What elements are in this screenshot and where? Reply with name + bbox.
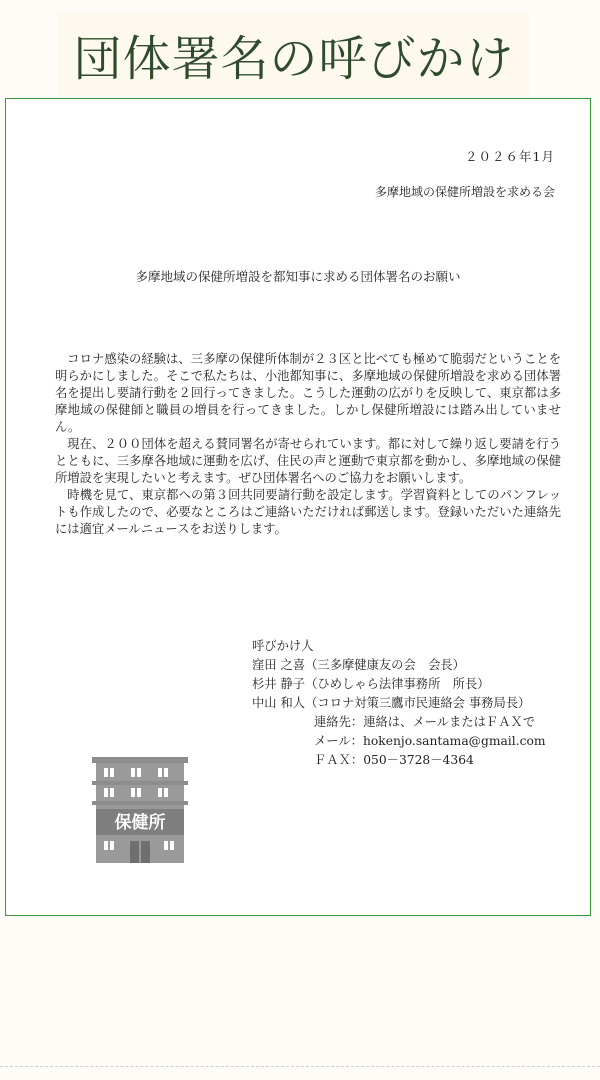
health-center-building-icon — [90, 755, 190, 868]
signers-heading: 呼びかけ人 — [252, 639, 314, 653]
footer-divider — [0, 1066, 600, 1067]
document-subject: 多摩地域の保健所増設を都知事に求める団体署名のお願い — [135, 269, 461, 284]
body-paragraph: 時機を見て、東京都への第３回共同要請行動を設定します。学習資料としてのパンフレットも作成したので、必要なところはご連絡いただければ郵送します。登録いただいた連絡先には適宜メールニュースをお送りします。 — [55, 488, 561, 536]
page-title: 団体署名の呼びかけ — [73, 30, 515, 87]
contact-fax: ＦＡＸ：050－3728－4364 — [314, 753, 474, 767]
title-banner — [58, 12, 530, 96]
body-paragraph: 現在、２００団体を超える賛同署名が寄せられています。都に対して繰り返し要請を行うとともに、三多摩各地域に運動を広げ、住民の声と運動で東京都を動かし、多摩地域の保健所増設を実現したいと考えます。ぜひ団体署名へのご協力をお願いします。 — [55, 437, 561, 485]
document-date: ２０２６年1月 — [465, 149, 555, 164]
signer-line: 中山 和人（コロナ対策三鷹市民連絡会 事務局長） — [252, 696, 531, 710]
body-paragraph: コロナ感染の経験は、三多摩の保健所体制が２３区と比べても極めて脆弱だということを明らかにしました。そこで私たちは、小池都知事に、多摩地域の保健所増設を求める団体署名を提出し要請行動を２回行ってきました。こうした運動の広がりを反映して、東京都は多摩地域の保健師と職員の増員を行ってきました。しかし保健所増設には踏み出していません。 — [55, 352, 561, 434]
contact-email: メール：hokenjo.santama@gmail.com — [314, 734, 546, 748]
signer-line: 杉井 静子（ひめしゃら法律事務所 所長） — [252, 677, 490, 691]
signers-block — [252, 637, 546, 770]
document-organization: 多摩地域の保健所増設を求める会 — [374, 185, 555, 199]
contact-note: 連絡先：連絡は、メールまたはＦＡＸで — [314, 715, 536, 729]
document-frame — [5, 98, 591, 916]
signer-line: 窪田 之喜（三多摩健康友の会 会長） — [252, 658, 465, 672]
building-sign-text: 保健所 — [114, 813, 166, 833]
document-body — [55, 351, 561, 538]
